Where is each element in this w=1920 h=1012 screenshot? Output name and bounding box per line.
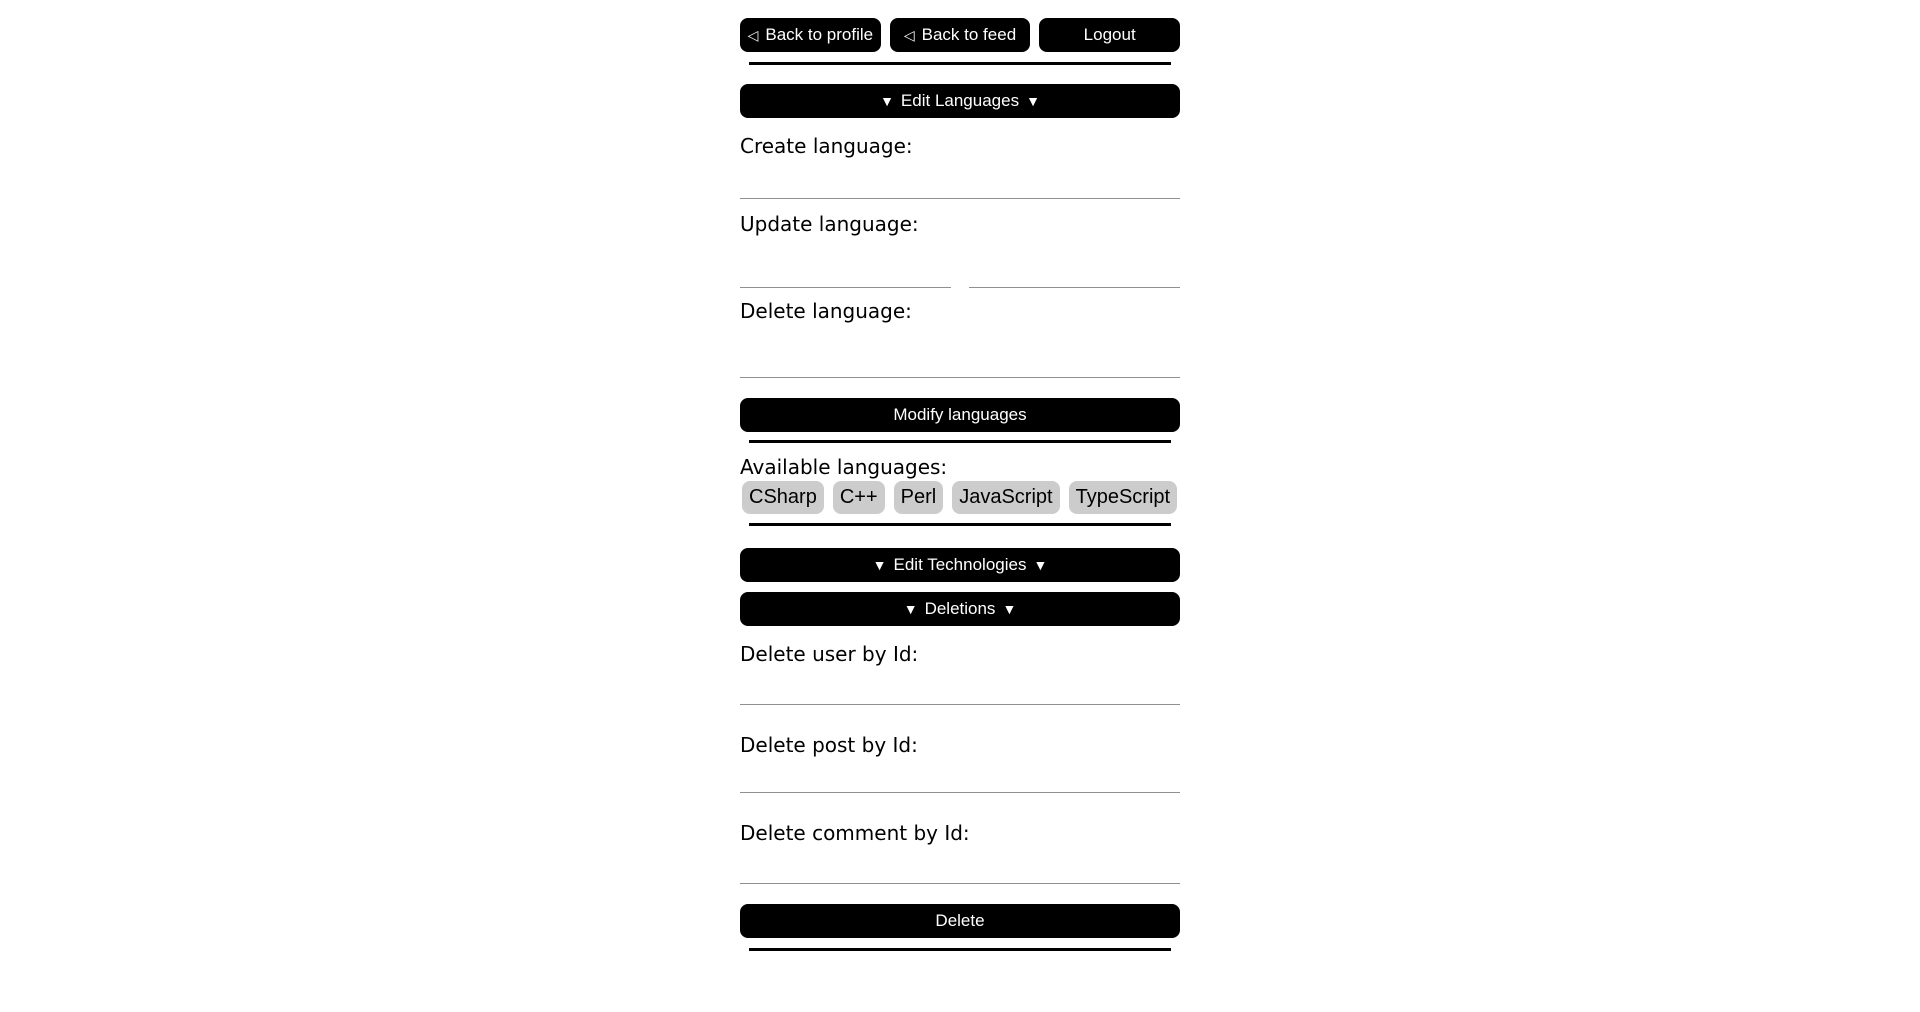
deletions-toggle-label: Deletions	[924, 599, 996, 618]
update-language-new-input[interactable]	[969, 236, 1180, 288]
delete-language-input[interactable]	[740, 323, 1180, 378]
triangle-down-icon: ▼	[880, 93, 894, 109]
admin-panel	[740, 0, 1180, 951]
deletions-toggle[interactable]	[740, 592, 1180, 626]
modify-languages-button[interactable]	[740, 398, 1180, 432]
delete-comment-label: Delete comment by Id:	[740, 821, 970, 845]
triangle-left-icon: ◁	[903, 27, 915, 43]
delete-comment-input[interactable]	[740, 845, 1180, 884]
logout-button[interactable]	[1039, 18, 1180, 52]
language-tag: Perl	[894, 481, 944, 514]
section-divider	[749, 62, 1171, 65]
delete-button-label: Delete	[935, 911, 985, 930]
top-nav	[740, 18, 1180, 52]
triangle-down-icon: ▼	[1026, 93, 1040, 109]
delete-button[interactable]	[740, 904, 1180, 938]
update-language-label: Update language:	[740, 212, 919, 236]
delete-user-input[interactable]	[740, 666, 1180, 705]
create-language-label: Create language:	[740, 134, 913, 158]
delete-post-input[interactable]	[740, 757, 1180, 793]
create-language-input[interactable]	[740, 158, 1180, 199]
update-language-old-input[interactable]	[740, 236, 951, 288]
back-to-profile-button[interactable]	[740, 18, 881, 52]
triangle-down-icon: ▼	[903, 601, 918, 617]
logout-label: Logout	[1083, 25, 1136, 44]
available-languages-label: Available languages:	[740, 455, 948, 479]
delete-user-label: Delete user by Id:	[740, 642, 919, 666]
language-tag: CSharp	[742, 481, 824, 514]
language-tag: C++	[833, 481, 885, 514]
edit-languages-toggle-label: Edit Languages	[900, 91, 1020, 110]
triangle-left-icon: ◁	[747, 27, 759, 43]
edit-technologies-toggle-label: Edit Technologies	[893, 555, 1027, 574]
back-to-profile-label: Back to profile	[765, 25, 874, 44]
update-language-inputs	[740, 236, 1180, 288]
section-divider	[749, 523, 1171, 526]
back-to-feed-label: Back to feed	[921, 25, 1017, 44]
delete-post-label: Delete post by Id:	[740, 733, 918, 757]
section-divider	[749, 948, 1171, 951]
language-tag: JavaScript	[952, 481, 1059, 514]
triangle-down-icon: ▼	[1033, 557, 1048, 573]
available-languages-list	[740, 481, 1180, 514]
edit-languages-toggle[interactable]	[740, 84, 1180, 118]
delete-language-label: Delete language:	[740, 299, 912, 323]
language-tag: TypeScript	[1069, 481, 1177, 514]
triangle-down-icon: ▼	[1002, 601, 1017, 617]
section-divider	[749, 440, 1171, 443]
triangle-down-icon: ▼	[872, 557, 887, 573]
modify-languages-label: Modify languages	[893, 405, 1027, 424]
back-to-feed-button[interactable]	[890, 18, 1031, 52]
edit-technologies-toggle[interactable]	[740, 548, 1180, 582]
